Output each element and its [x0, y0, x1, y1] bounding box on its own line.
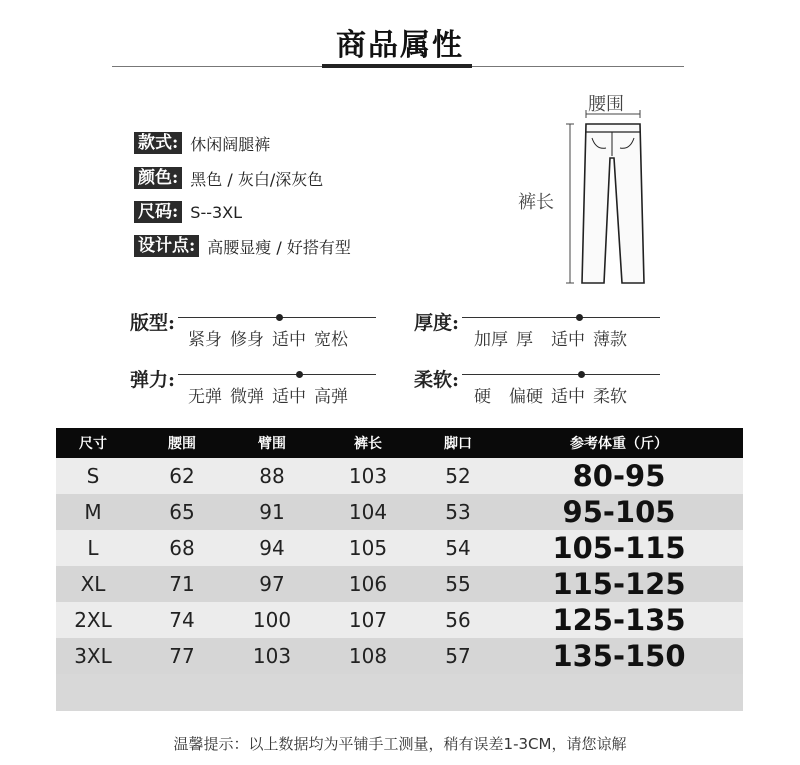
- attribute-label: 设计点:: [134, 235, 199, 257]
- measure-cell: 97: [259, 572, 285, 596]
- table-row: [56, 638, 743, 674]
- scale-option: 适中: [272, 387, 306, 407]
- scale-option: 宽松: [314, 330, 348, 350]
- length-label: 裤长: [518, 192, 554, 213]
- measurement-note: 温馨提示：以上数据均为平铺手工测量，稍有误差1-3CM，请您谅解: [173, 735, 627, 753]
- header-cell: 脚口: [444, 436, 472, 452]
- measure-cell: 77: [169, 644, 195, 668]
- weight-cell: 115-125: [552, 567, 686, 601]
- scale-label-thickness: 厚度:: [414, 312, 460, 334]
- attribute-label: 款式:: [134, 132, 182, 154]
- table-footer-band: [56, 674, 743, 711]
- scale-option: 紧身: [188, 330, 222, 350]
- measure-cell: 68: [169, 536, 195, 560]
- table-header: [56, 428, 743, 458]
- scale-selected-marker: [296, 371, 303, 378]
- scale-option: 无弹: [188, 387, 222, 407]
- scale-options-thickness: [474, 325, 635, 350]
- measure-cell: 54: [445, 536, 471, 560]
- size-cell: S: [86, 464, 100, 488]
- attribute-design: [134, 234, 351, 258]
- size-cell: XL: [80, 572, 106, 596]
- scale-selected-marker: [576, 314, 583, 321]
- measure-cell: 94: [259, 536, 285, 560]
- measure-cell: 62: [169, 464, 195, 488]
- measure-cell: 91: [259, 500, 285, 524]
- weight-cell: 135-150: [552, 639, 686, 673]
- header-cell: 臂围: [258, 436, 286, 452]
- title-underline: [322, 64, 472, 68]
- measure-cell: 105: [348, 536, 388, 560]
- scale-line-fit: [178, 317, 376, 318]
- table-row: [56, 530, 743, 566]
- measure-cell: 57: [445, 644, 471, 668]
- scale-option: 高弹: [314, 387, 348, 407]
- measure-cell: 74: [169, 608, 195, 632]
- scale-option: 微弹: [230, 387, 264, 407]
- scale-option: 偏硬: [509, 387, 543, 407]
- scale-options-elasticity: [188, 382, 356, 407]
- attribute-label: 尺码:: [134, 201, 182, 223]
- size-cell: 3XL: [74, 644, 112, 668]
- measure-cell: 106: [348, 572, 388, 596]
- scale-option: 适中: [551, 387, 585, 407]
- scale-label-elasticity: 弹力:: [130, 369, 176, 391]
- page-title: 商品属性: [336, 28, 464, 63]
- weight-cell: 105-115: [552, 531, 686, 565]
- scale-option: 薄款: [593, 330, 627, 350]
- header-cell: 裤长: [354, 436, 382, 452]
- scale-option: 修身: [230, 330, 264, 350]
- table-row: [56, 602, 743, 638]
- measure-cell: 53: [445, 500, 471, 524]
- scale-option: 适中: [551, 330, 585, 350]
- scale-option: 硬: [474, 387, 491, 407]
- scale-line-thickness: [462, 317, 660, 318]
- size-cell: 2XL: [74, 608, 112, 632]
- size-cell: L: [87, 536, 99, 560]
- measure-cell: 71: [169, 572, 195, 596]
- scale-label-softness: 柔软:: [414, 369, 460, 391]
- scale-line-elasticity: [178, 374, 376, 375]
- table-row: [56, 566, 743, 602]
- scale-options-softness: [474, 382, 635, 407]
- attribute-value: 高腰显瘦 / 好搭有型: [207, 237, 351, 257]
- attribute-color: [134, 166, 323, 190]
- measure-cell: 52: [445, 464, 471, 488]
- measure-cell: 103: [252, 644, 292, 668]
- scale-option: 厚: [516, 330, 533, 350]
- attribute-label: 颜色:: [134, 167, 182, 189]
- table-row: [56, 458, 743, 494]
- attribute-value: S--3XL: [190, 202, 243, 222]
- scale-options-fit: [188, 325, 356, 350]
- size-table: [56, 428, 743, 711]
- header-cell: 腰围: [168, 436, 196, 452]
- header-cell: 尺寸: [79, 436, 107, 452]
- size-cell: M: [84, 500, 102, 524]
- pants-diagram: [510, 88, 670, 298]
- attribute-value: 黑色 / 灰白/深灰色: [190, 169, 324, 189]
- scale-line-softness: [462, 374, 660, 375]
- measure-cell: 88: [259, 464, 285, 488]
- measure-cell: 107: [348, 608, 388, 632]
- scale-option: 适中: [272, 330, 306, 350]
- measure-cell: 100: [252, 608, 292, 632]
- waist-label: 腰围: [588, 94, 624, 115]
- scale-label-fit: 版型:: [130, 312, 176, 334]
- measure-cell: 65: [169, 500, 195, 524]
- attribute-style: [134, 131, 270, 155]
- table-row: [56, 494, 743, 530]
- measure-cell: 108: [348, 644, 388, 668]
- attribute-size: [134, 200, 242, 224]
- measure-cell: 104: [348, 500, 388, 524]
- scale-option: 加厚: [474, 330, 508, 350]
- measure-cell: 103: [348, 464, 388, 488]
- measure-cell: 56: [445, 608, 471, 632]
- weight-cell: 95-105: [562, 495, 676, 529]
- scale-option: 柔软: [593, 387, 627, 407]
- weight-cell: 125-135: [552, 603, 686, 637]
- table-body: [56, 458, 743, 674]
- attribute-value: 休闲阔腿裤: [190, 134, 271, 154]
- scale-selected-marker: [276, 314, 283, 321]
- measure-cell: 55: [445, 572, 471, 596]
- header-cell: 参考体重（斤）: [570, 436, 668, 452]
- weight-cell: 80-95: [572, 459, 666, 493]
- scale-selected-marker: [578, 371, 585, 378]
